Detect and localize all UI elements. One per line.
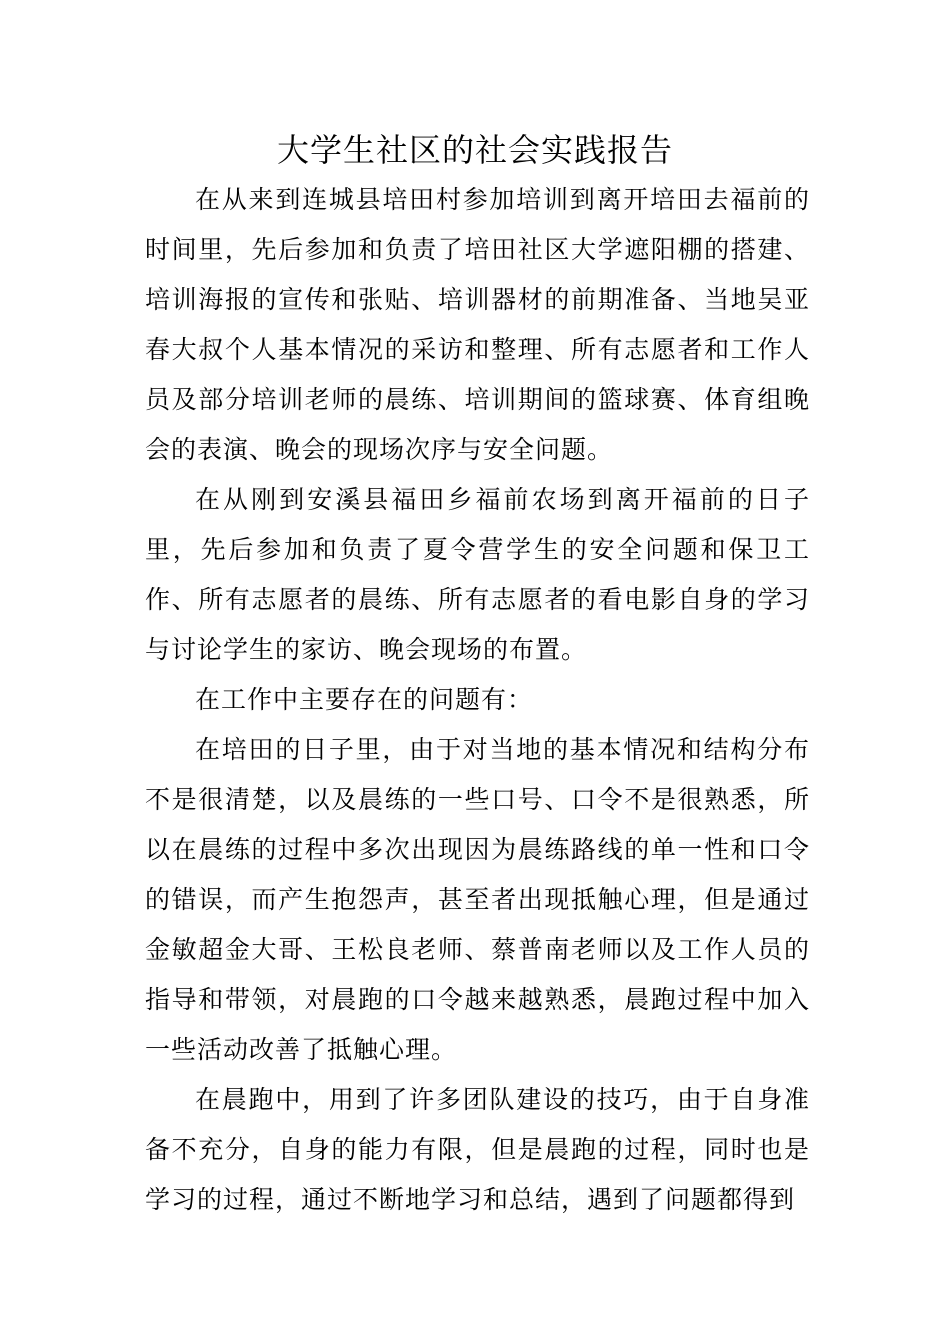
document-body [145, 175, 810, 1225]
paragraph-3: 在工作中主要存在的问题有： [195, 685, 534, 714]
paragraph-2: 在从刚到安溪县福田乡福前农场到离开福前的日子里，先后参加和负责了夏令营学生的安全问题和保卫工作、所有志愿者的晨练、所有志愿者的看电影自身的学习与讨论学生的家访、晚会现场的布置。 [145, 485, 810, 664]
paragraph-4: 在培田的日子里，由于对当地的基本情况和结构分布不是很清楚，以及晨练的一些口号、口令不是很熟悉，所以在晨练的过程中多次出现因为晨练路线的单一性和口令的错误，而产生抱怨声，甚至者出现抵触心理，但是通过金敏超金大哥、王松良老师、蔡普南老师以及工作人员的指导和带领，对晨跑的口令越来越熟悉，晨跑过程中加入一些活动改善了抵触心理。 [145, 735, 810, 1064]
paragraph-1: 在从来到连城县培田村参加培训到离开培田去福前的时间里，先后参加和负责了培田社区大学遮阳棚的搭建、培训海报的宣传和张贴、培训器材的前期准备、当地吴亚春大叔个人基本情况的采访和整理、所有志愿者和工作人员及部分培训老师的晨练、培训期间的篮球赛、体育组晚会的表演、晚会的现场次序与安全问题。 [145, 185, 810, 464]
paragraph-5: 在晨跑中，用到了许多团队建设的技巧，由于自身准备不充分，自身的能力有限，但是晨跑的过程，同时也是学习的过程，通过不断地学习和总结，遇到了问题都得到 [145, 1085, 810, 1214]
document-title: 大学生社区的社会实践报告 [276, 131, 673, 169]
